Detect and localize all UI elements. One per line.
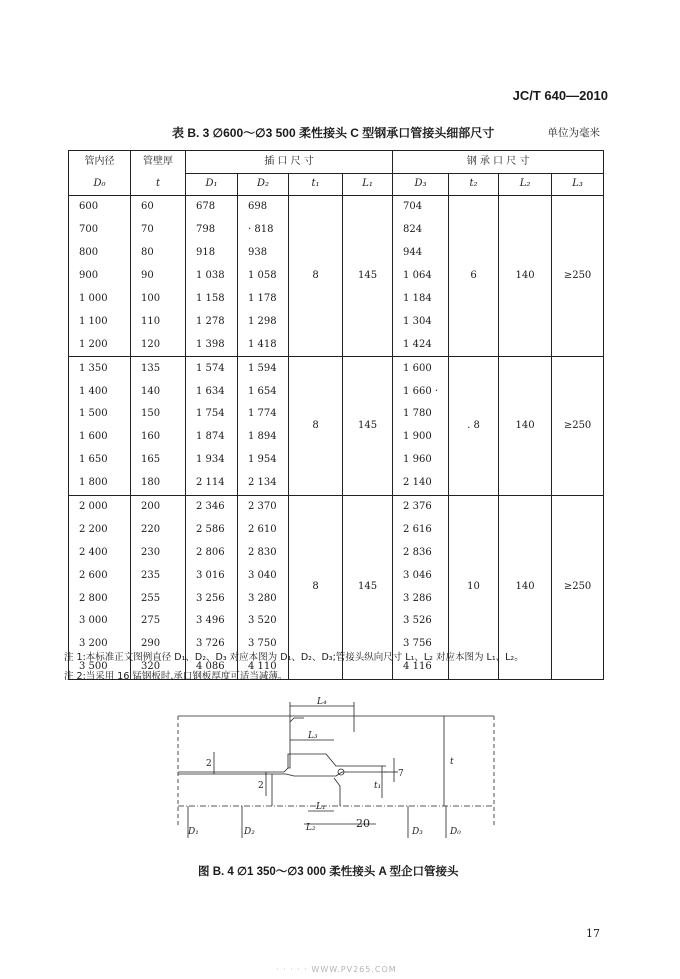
cell-d3: 1 780	[393, 403, 449, 426]
label-dim-2b: 2	[258, 781, 264, 791]
cell-d3: 1 064	[393, 265, 449, 288]
cell-l1-merged: 145	[343, 495, 393, 679]
table-row	[69, 357, 604, 380]
cell-d2: 2 370	[238, 495, 289, 518]
cell-d0: 1 650	[69, 449, 131, 472]
cell-t: 110	[131, 310, 186, 333]
cell-d1: 678	[186, 196, 238, 219]
cell-t: 150	[131, 403, 186, 426]
table-row	[69, 495, 604, 518]
cell-d3: 824	[393, 219, 449, 242]
cell-d2: 4 110	[238, 656, 289, 679]
cell-d1: 1 754	[186, 403, 238, 426]
cell-d0: 2 000	[69, 495, 131, 518]
cell-d0: 1 400	[69, 380, 131, 403]
cell-t: 275	[131, 610, 186, 633]
standard-code: JC/T 640—2010	[512, 88, 608, 103]
header-d3: D₃	[393, 173, 449, 196]
socket-profile	[178, 772, 386, 776]
cell-l2-merged: 140	[499, 495, 552, 679]
cell-d1: 3 256	[186, 587, 238, 610]
cell-d3: 704	[393, 196, 449, 219]
cell-t: 80	[131, 242, 186, 265]
label-dim-20: 20	[356, 817, 370, 830]
note-2: 注 2:当采用 16 锰钢板时,承口钢板厚度可适当减薄。	[64, 671, 288, 682]
notes	[64, 648, 524, 686]
cell-t: 180	[131, 472, 186, 495]
cell-d0: 1 350	[69, 357, 131, 380]
cell-d0: 1 200	[69, 333, 131, 356]
label-t: t	[450, 757, 454, 767]
cell-t: 160	[131, 426, 186, 449]
cell-d2: 3 750	[238, 633, 289, 656]
cell-l3-merged: ≥250	[552, 196, 604, 357]
cell-d0: 2 400	[69, 541, 131, 564]
cell-d3: 2 616	[393, 518, 449, 541]
cell-d3: 1 660 ·	[393, 380, 449, 403]
header-inner-diameter: 管内径	[69, 151, 131, 174]
cell-t1-merged: 8	[289, 495, 343, 679]
label-d0: D₀	[450, 827, 461, 837]
cell-d0: 1 800	[69, 472, 131, 495]
cell-d2: 1 298	[238, 310, 289, 333]
cell-d0: 3 000	[69, 610, 131, 633]
cell-d3: 3 046	[393, 564, 449, 587]
header-wall-thickness: 管壁厚	[131, 151, 186, 174]
cell-d0: 1 600	[69, 426, 131, 449]
cell-d1: 1 398	[186, 333, 238, 356]
cell-t: 255	[131, 587, 186, 610]
cell-d3: 1 184	[393, 288, 449, 311]
header-t1: t₁	[289, 173, 343, 196]
cell-d0: 2 800	[69, 587, 131, 610]
cell-d0: 900	[69, 265, 131, 288]
label-t1: t₁	[374, 781, 382, 791]
cell-d2: 1 774	[238, 403, 289, 426]
cell-d1: 918	[186, 242, 238, 265]
cell-d3: 2 376	[393, 495, 449, 518]
joint-drawing	[176, 692, 496, 842]
cell-t: 320	[131, 656, 186, 679]
cell-t1-merged: 8	[289, 357, 343, 495]
cell-d2: 938	[238, 242, 289, 265]
watermark: · · · · · WWW.PV265.COM	[276, 965, 397, 974]
cell-d0: 1 500	[69, 403, 131, 426]
cell-d2: · 818	[238, 219, 289, 242]
cell-t: 140	[131, 380, 186, 403]
cell-d3: 1 424	[393, 333, 449, 356]
cell-t: 220	[131, 518, 186, 541]
cell-d2: 1 894	[238, 426, 289, 449]
cell-d2: 1 178	[238, 288, 289, 311]
cell-d0: 600	[69, 196, 131, 219]
cell-d1: 2 114	[186, 472, 238, 495]
cell-l1-merged: 145	[343, 357, 393, 495]
figure-caption: 图 B. 4 ∅1 350～∅3 000 柔性接头 A 型企口管接头	[198, 866, 459, 878]
cell-t1-merged: 8	[289, 196, 343, 357]
cell-d0: 2 600	[69, 564, 131, 587]
cell-d1: 4 086	[186, 656, 238, 679]
cell-t2-merged: . 8	[449, 357, 499, 495]
cell-d2: 1 654	[238, 380, 289, 403]
cell-t2-merged: 10	[449, 495, 499, 679]
label-d3: D₃	[412, 827, 423, 837]
cell-d3: 4 116	[393, 656, 449, 679]
cell-t: 290	[131, 633, 186, 656]
cell-l1-merged: 145	[343, 196, 393, 357]
header-t2: t₂	[449, 173, 499, 196]
cell-d2: 1 954	[238, 449, 289, 472]
cell-d2: 3 040	[238, 564, 289, 587]
cell-t: 60	[131, 196, 186, 219]
cell-d1: 1 158	[186, 288, 238, 311]
cell-t: 165	[131, 449, 186, 472]
label-l2: L₂	[306, 823, 316, 833]
cell-d1: 798	[186, 219, 238, 242]
cell-l2-merged: 140	[499, 196, 552, 357]
cell-d1: 1 634	[186, 380, 238, 403]
note-1: 注 1:本标准正文图例直径 D₁、D₂、D₃ 对应本图为 D₁、D₂、D₃;管接头纵向尺寸 L₁、L₂ 对应本图为 L₁、L₂。	[64, 652, 524, 663]
cell-d1: 2 586	[186, 518, 238, 541]
cell-d1: 1 874	[186, 426, 238, 449]
cell-t: 100	[131, 288, 186, 311]
cell-d0: 2 200	[69, 518, 131, 541]
header-socket-dims: 钢 承 口 尺 寸	[393, 151, 604, 174]
cell-d1: 1 574	[186, 357, 238, 380]
cell-d3: 1 600	[393, 357, 449, 380]
cell-t: 200	[131, 495, 186, 518]
label-l4: L₄	[317, 697, 327, 707]
label-l1: L₁	[316, 802, 326, 812]
header-d2: D₂	[238, 173, 289, 196]
cell-d0: 1 000	[69, 288, 131, 311]
table-body	[69, 196, 604, 680]
spigot-profile	[178, 718, 304, 772]
cell-d0: 3 500	[69, 656, 131, 679]
cell-d2: 2 134	[238, 472, 289, 495]
cell-l3-merged: ≥250	[552, 357, 604, 495]
cell-d2: 698	[238, 196, 289, 219]
cell-d1: 3 496	[186, 610, 238, 633]
header-l2: L₂	[499, 173, 552, 196]
label-d1: D₁	[188, 827, 199, 837]
cell-t: 135	[131, 357, 186, 380]
cell-t: 230	[131, 541, 186, 564]
table-row	[69, 196, 604, 219]
cell-d1: 2 806	[186, 541, 238, 564]
cell-d2: 2 610	[238, 518, 289, 541]
cell-d0: 1 100	[69, 310, 131, 333]
label-dim-7: 7	[398, 769, 404, 779]
header-l1: L₁	[343, 173, 393, 196]
cell-d3: 3 756	[393, 633, 449, 656]
cell-d3: 3 286	[393, 587, 449, 610]
dimension-table	[68, 150, 604, 680]
cell-d2: 1 418	[238, 333, 289, 356]
cell-d3: 1 960	[393, 449, 449, 472]
cell-d3: 2 140	[393, 472, 449, 495]
cell-t: 120	[131, 333, 186, 356]
label-l3: L₃	[308, 731, 318, 741]
cell-d3: 2 836	[393, 541, 449, 564]
table-caption: 表 B. 3 ∅600～∅3 500 柔性接头 C 型钢承口管接头细部尺寸	[172, 126, 495, 140]
cell-d3: 1 304	[393, 310, 449, 333]
cell-t: 235	[131, 564, 186, 587]
cell-d0: 800	[69, 242, 131, 265]
header-l3: L₃	[552, 173, 604, 196]
cell-d3: 944	[393, 242, 449, 265]
cell-d1: 1 278	[186, 310, 238, 333]
cell-d2: 3 520	[238, 610, 289, 633]
cell-d0: 700	[69, 219, 131, 242]
cell-d2: 1 594	[238, 357, 289, 380]
joint-profile	[288, 754, 386, 768]
cell-l2-merged: 140	[499, 357, 552, 495]
cell-d1: 2 346	[186, 495, 238, 518]
cell-d3: 3 526	[393, 610, 449, 633]
page-number: 17	[586, 927, 600, 940]
cell-t: 90	[131, 265, 186, 288]
cell-d2: 1 058	[238, 265, 289, 288]
cell-d3: 1 900	[393, 426, 449, 449]
header-d0: D₀	[69, 173, 131, 196]
header-d1: D₁	[186, 173, 238, 196]
cell-d2: 3 280	[238, 587, 289, 610]
cell-t2-merged: 6	[449, 196, 499, 357]
label-dim-2a: 2	[206, 759, 212, 769]
cell-d2: 2 830	[238, 541, 289, 564]
cell-t: 70	[131, 219, 186, 242]
table-unit: 单位为毫米	[547, 127, 600, 139]
cell-d0: 3 200	[69, 633, 131, 656]
cell-d1: 3 726	[186, 633, 238, 656]
header-t: t	[131, 173, 186, 196]
header-spigot-dims: 插 口 尺 寸	[186, 151, 393, 174]
cell-d1: 1 038	[186, 265, 238, 288]
socket-lip	[334, 778, 340, 806]
cell-d1: 3 016	[186, 564, 238, 587]
cell-l3-merged: ≥250	[552, 495, 604, 679]
label-d2: D₂	[244, 827, 255, 837]
cell-d1: 1 934	[186, 449, 238, 472]
